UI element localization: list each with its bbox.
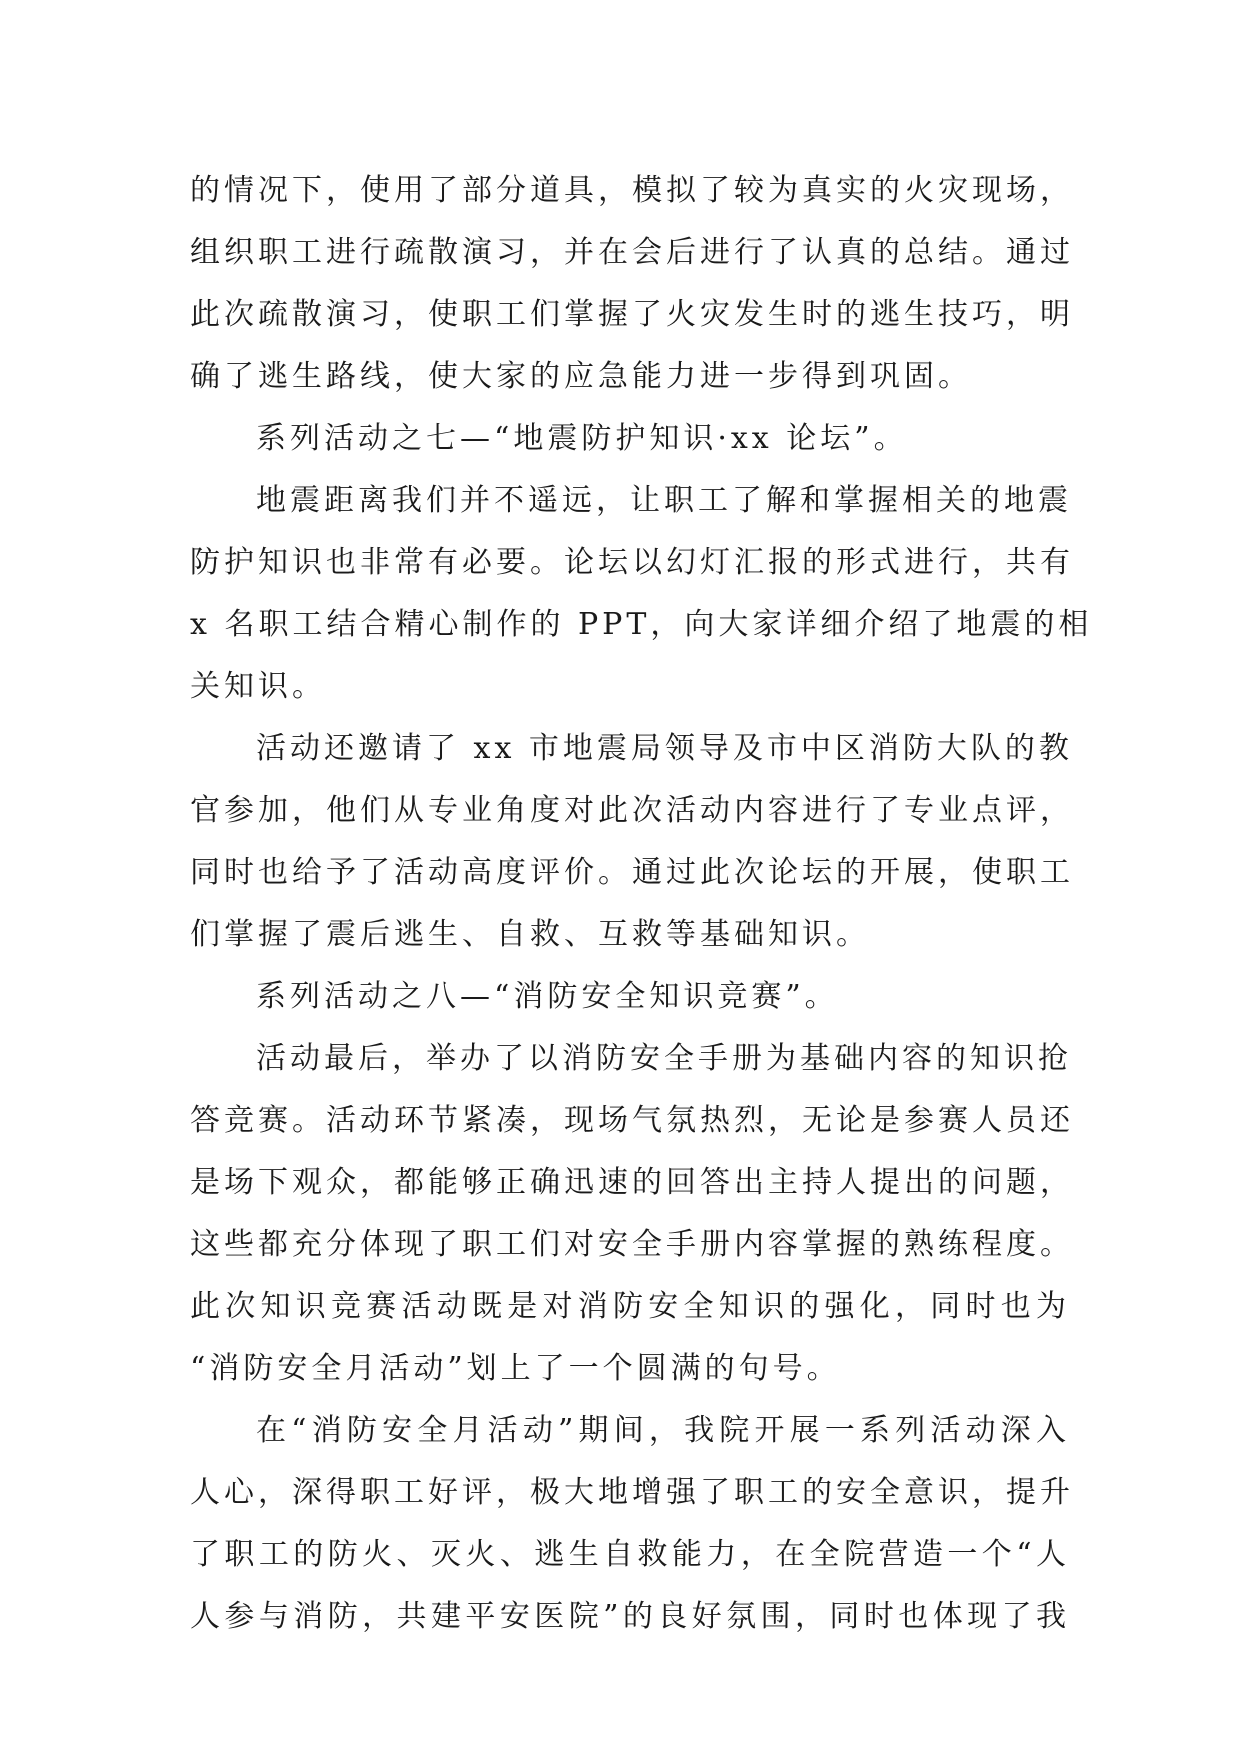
text-line: 系列活动之七—“地震防护知识·xx 论坛”。 — [256, 421, 908, 456]
text-line: 确了逃生路线，使大家的应急能力进一步得到巩固。 — [190, 359, 972, 394]
paragraph-p1 — [190, 160, 1074, 408]
text-line: 同时也给予了活动高度评价。通过此次论坛的开展，使职工 — [190, 855, 1074, 890]
text-line: 人心，深得职工好评，极大地增强了职工的安全意识，提升 — [190, 1475, 1074, 1510]
text-line: 防护知识也非常有必要。论坛以幻灯汇报的形式进行，共有 — [190, 545, 1074, 580]
text-line: 的情况下，使用了部分道具，模拟了较为真实的火灾现场， — [190, 173, 1074, 208]
text-line: 组织职工进行疏散演习，并在会后进行了认真的总结。通过 — [190, 235, 1074, 270]
text-line: 活动还邀请了 xx 市地震局领导及市中区消防大队的教 — [256, 731, 1073, 766]
text-line: 在“消防安全月活动”期间，我院开展一系列活动深入 — [256, 1413, 1070, 1448]
text-line: x 名职工结合精心制作的 PPT，向大家详细介绍了地震的相 — [190, 607, 1093, 642]
text-line: 这些都充分体现了职工们对安全手册内容掌握的熟练程度。 — [190, 1227, 1074, 1262]
document-body — [190, 160, 1093, 1648]
text-line: 地震距离我们并不遥远，让职工了解和掌握相关的地震 — [256, 483, 1072, 518]
text-line: 了职工的防火、灭火、逃生自救能力，在全院营造一个“人 — [190, 1537, 1070, 1572]
text-line: 官参加，他们从专业角度对此次活动内容进行了专业点评， — [190, 793, 1074, 828]
text-line: 关知识。 — [190, 669, 326, 704]
text-line: 活动最后，举办了以消防安全手册为基础内容的知识抢 — [256, 1041, 1072, 1076]
text-line: 是场下观众，都能够正确迅速的回答出主持人提出的问题， — [190, 1165, 1074, 1200]
paragraph-p4 — [190, 718, 1074, 966]
text-line: “消防安全月活动”划上了一个圆满的句号。 — [190, 1351, 841, 1386]
text-line: 们掌握了震后逃生、自救、互救等基础知识。 — [190, 917, 870, 952]
paragraph-p3 — [190, 470, 1093, 718]
paragraph-p6 — [190, 1028, 1074, 1400]
paragraph-p2 — [190, 408, 1070, 470]
text-line: 答竞赛。活动环节紧凑，现场气氛热烈，无论是参赛人员还 — [190, 1103, 1074, 1138]
text-line: 此次知识竞赛活动既是对消防安全知识的强化，同时也为 — [190, 1289, 1070, 1324]
text-line: 人参与消防，共建平安医院”的良好氛围，同时也体现了我 — [190, 1599, 1070, 1634]
text-line: 系列活动之八—“消防安全知识竞赛”。 — [256, 979, 839, 1014]
text-line: 此次疏散演习，使职工们掌握了火灾发生时的逃生技巧，明 — [190, 297, 1074, 332]
paragraph-p5 — [190, 966, 1070, 1028]
paragraph-p7 — [190, 1400, 1074, 1648]
